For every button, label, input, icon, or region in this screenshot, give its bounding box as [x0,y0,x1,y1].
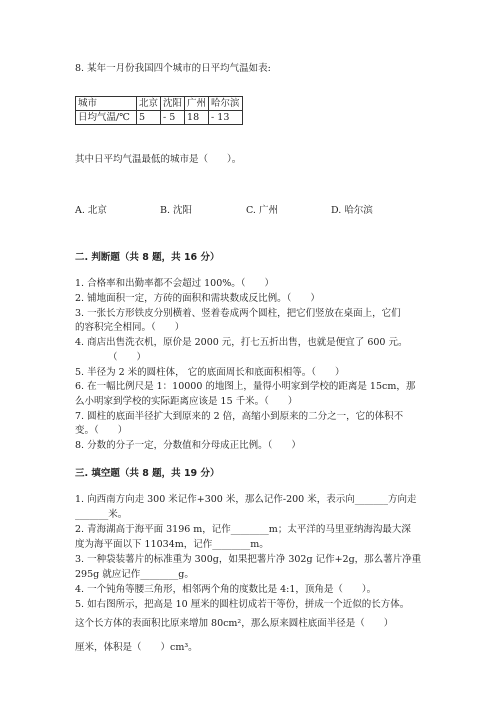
fill-line: 这个长方体的表面积比原来增加 80cm²，那么原来圆柱底面半径是（ ） [75,618,394,629]
tf-line: 2. 铺地面积一定，方砖的面积和需块数成反比例。（ ） [75,293,320,304]
section-2-heading: 二. 判断题（共 8 题，共 16 分） [75,252,220,263]
fill-line: 度为海平面以下 11034m，记作________m。 [75,539,269,550]
fill-line: 2. 青海湖高于海平面 3196 m，记作________m；太平洋的马里亚纳海沟最大深 [75,524,411,535]
tf-line: 的容积完全相同。（ ） [75,322,185,333]
fill-line: 1. 向西南方向走 300 米记作+300 米，那么记作-200 米，表示向_______方向走 [75,494,417,505]
tf-line: 3. 一张长方形铁皮分别横着、竖着卷成两个圆柱，把它们竖放在桌面上，它们 [75,308,401,319]
fill-line: 厘米，体积是（ ）cm³。 [75,642,198,653]
fill-line: 3. 一种袋装薯片的标准重为 300g，如果把薯片净 302g 记作+2g，那么薯片净重 [75,554,422,565]
table-cell: 广州 [185,97,209,111]
option-b: B. 沈阳 [160,205,193,216]
tf-line: 变。（ ） [75,425,128,436]
section-3-heading: 三. 填空题（共 8 题，共 19 分） [75,468,220,479]
table-cell: 城市 [76,97,137,111]
table-cell: 18 [185,111,209,125]
tf-line: 5. 半径为 2 米的圆柱体， 它的底面周长和底面积相等。（ ） [75,367,345,378]
table-cell: 5 [137,111,161,125]
table-cell: - 5 [161,111,185,125]
option-c: C. 广州 [246,205,278,216]
fill-line: 5. 如右图所示，把高是 10 厘米的圆柱切成若干等份，拼成一个近似的长方体。 [75,599,410,610]
fill-line: _______米。 [75,509,128,520]
question-8-text: 其中日平均气温最低的城市是（ ）。 [75,154,242,165]
tf-line: 1. 合格率和出勤率都不会超过 100%。（ ） [75,278,275,289]
table-cell: 北京 [137,97,161,111]
tf-line: 6. 在一幅比例尺是 1：10000 的地图上，量得小明家到学校的距离是 15cm，那 [75,381,416,392]
option-d: D. 哈尔滨 [331,205,373,216]
tf-line: 7. 圆柱的底面半径扩大到原来的 2 倍，高缩小到原来的二分之一，它的体积不 [75,411,404,422]
table-row [76,111,243,125]
tf-line: 么小明家到学校的实际距离应该是 15 千米。（ ） [75,396,298,407]
tf-line: （ ） [108,352,147,363]
tf-line: 8. 分数的分子一定，分数值和分母成正比例。（ ） [75,440,301,451]
table-cell: 沈阳 [161,97,185,111]
table-cell: 日均气温/℃ [76,111,137,125]
question-8-title: 8. 某年一月份我国四个城市的日平均气温如表: [75,63,271,74]
temperature-table [75,96,243,125]
table-cell: - 13 [209,111,243,125]
table-header-row [76,97,243,111]
option-a: A. 北京 [75,205,107,216]
fill-line: 4. 一个钝角等腰三角形，相邻两个角的度数比是 4:1，顶角是（ ）。 [75,584,377,595]
tf-line: 4. 商店出售洗衣机，原价是 2000 元，打七五折出售，也就是便宜了 600 元。 [75,337,408,348]
table-cell: 哈尔滨 [209,97,243,111]
fill-line: 295g 就应记作________g。 [75,569,194,580]
